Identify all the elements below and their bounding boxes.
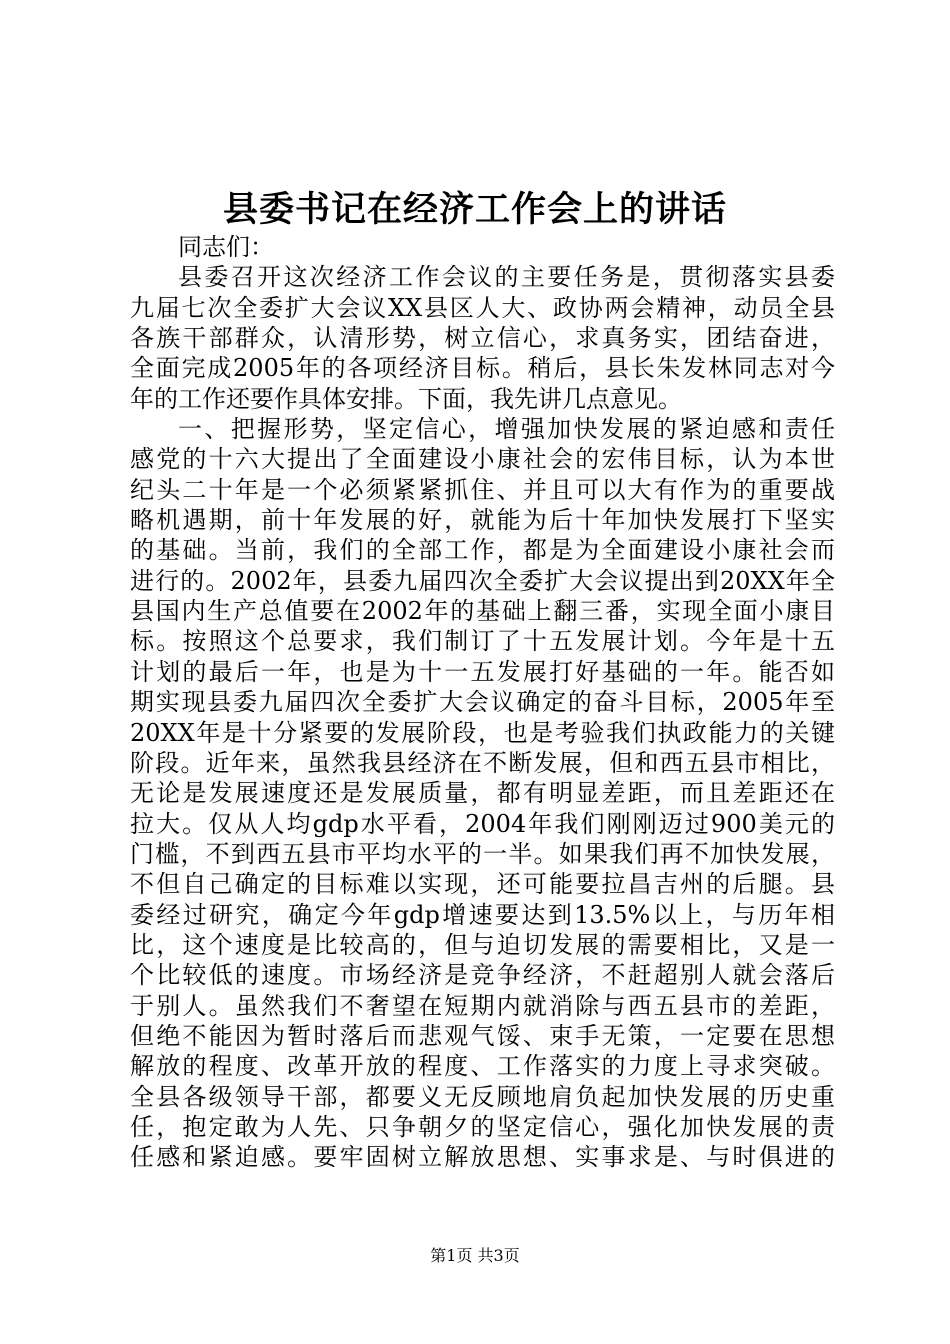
body-line: 一、把握形势，坚定信心，增强加快发展的紧迫感和责任 xyxy=(178,415,835,444)
body-line: 委经过研究，确定今年gdp增速要达到13.5%以上，与历年相 xyxy=(130,900,835,929)
body-line: 进行的。2002年，县委九届四次全委扩大会议提出到20XX年全 xyxy=(130,566,835,595)
body-line: 任，抱定敢为人先、只争朝夕的坚定信心，强化加快发展的责 xyxy=(130,1112,835,1141)
body-line: 计划的最后一年，也是为十一五发展打好基础的一年。能否如 xyxy=(130,657,835,686)
body-line: 20XX年是十分紧要的发展阶段，也是考验我们执政能力的关键 xyxy=(130,718,835,747)
body-line: 年的工作还要作具体安排。下面，我先讲几点意见。 xyxy=(130,384,682,413)
body-line: 无论是发展速度还是发展质量，都有明显差距，而且差距还在 xyxy=(130,779,835,808)
body-line: 略机遇期，前十年发展的好，就能为后十年加快发展打下坚实 xyxy=(130,506,835,535)
body-line: 的基础。当前，我们的全部工作，都是为全面建设小康社会而 xyxy=(130,536,835,565)
body-line: 全面完成2005年的各项经济目标。稍后，县长朱发林同志对今 xyxy=(130,354,835,383)
body-line: 任感和紧迫感。要牢固树立解放思想、实事求是、与时俱进的 xyxy=(130,1143,835,1172)
body-line: 九届七次全委扩大会议XX县区人大、政协两会精神，动员全县 xyxy=(130,293,835,322)
body-line: 不但自己确定的目标难以实现，还可能要拉昌吉州的后腿。县 xyxy=(130,870,835,899)
body-line: 县委召开这次经济工作会议的主要任务是，贯彻落实县委 xyxy=(178,263,835,292)
body-line: 感党的十六大提出了全面建设小康社会的宏伟目标，认为本世 xyxy=(130,445,835,474)
body-line: 但绝不能因为暂时落后而悲观气馁、束手无策，一定要在思想 xyxy=(130,1021,835,1050)
body-line: 全县各级领导干部，都要义无反顾地肩负起加快发展的历史重 xyxy=(130,1082,835,1111)
document-body xyxy=(130,232,835,1173)
body-line: 期实现县委九届四次全委扩大会议确定的奋斗目标，2005年至 xyxy=(130,688,835,717)
body-line: 各族干部群众，认清形势，树立信心，求真务实，团结奋进， xyxy=(130,324,835,353)
salutation-line: 同志们： xyxy=(178,233,274,261)
document-title: 县委书记在经济工作会上的讲话 xyxy=(222,189,727,230)
body-line: 于别人。虽然我们不奢望在短期内就消除与西五县市的差距， xyxy=(130,991,835,1020)
body-line: 个比较低的速度。市场经济是竞争经济，不赶超别人就会落后 xyxy=(130,961,835,990)
body-line: 解放的程度、改革开放的程度、工作落实的力度上寻求突破。 xyxy=(130,1052,835,1081)
body-line: 纪头二十年是一个必须紧紧抓住、并且可以大有作为的重要战 xyxy=(130,475,835,504)
body-line: 门槛，不到西五县市平均水平的一半。如果我们再不加快发展， xyxy=(130,839,835,868)
body-line: 阶段。近年来，虽然我县经济在不断发展，但和西五县市相比， xyxy=(130,748,835,777)
body-line: 县国内生产总值要在2002年的基础上翻三番，实现全面小康目 xyxy=(130,597,835,626)
page-footer: 第1页 共3页 xyxy=(430,1246,520,1265)
body-line: 标。按照这个总要求，我们制订了十五发展计划。今年是十五 xyxy=(130,627,835,656)
body-line: 拉大。仅从人均gdp水平看，2004年我们刚刚迈过900美元的 xyxy=(130,809,835,838)
body-line: 比，这个速度是比较高的，但与迫切发展的需要相比，又是一 xyxy=(130,930,835,959)
